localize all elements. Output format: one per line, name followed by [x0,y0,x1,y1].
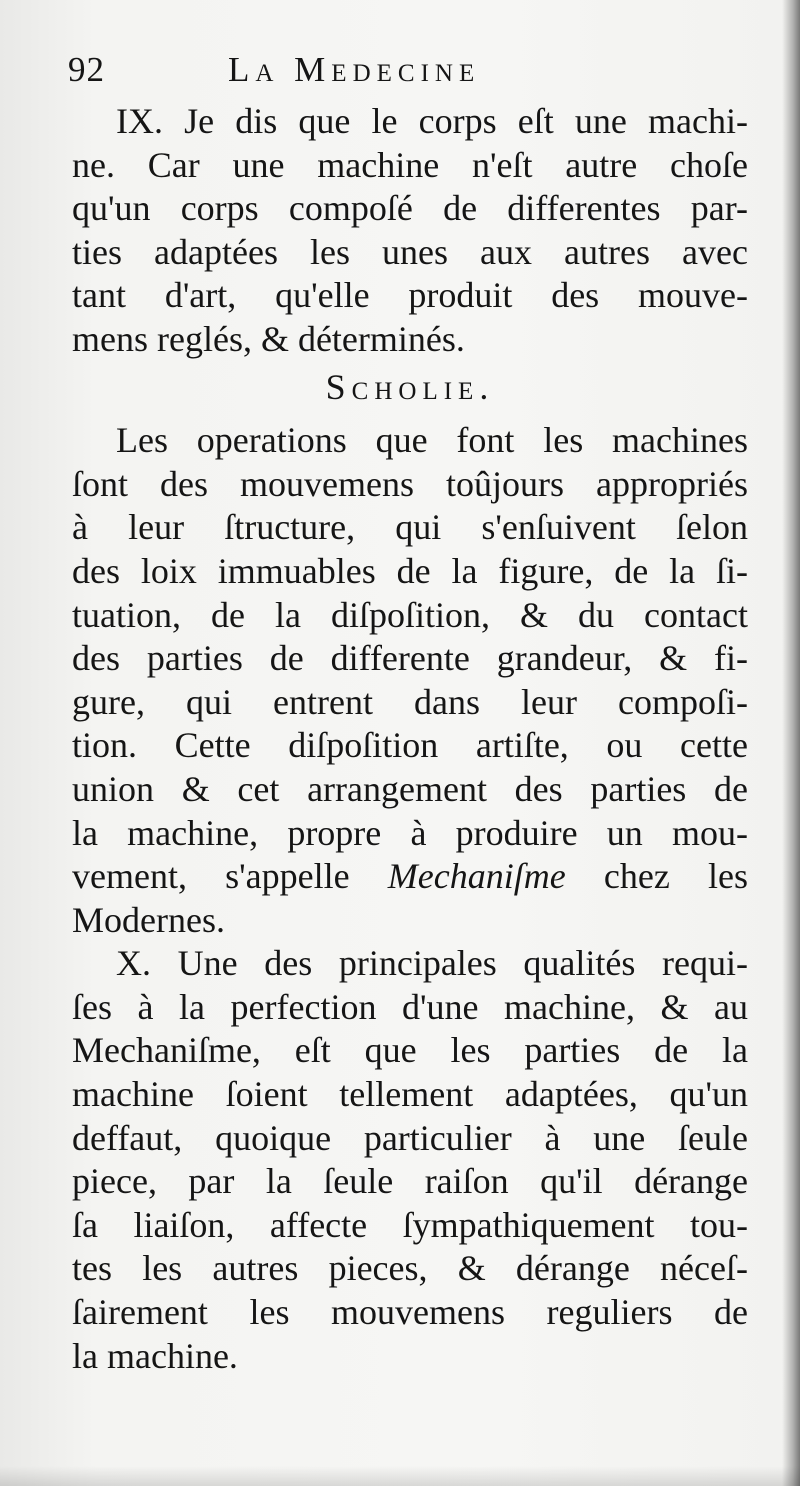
text-line: tes les autres pieces, & dérange néceſ- [72,1248,748,1289]
text-line: la machine. [72,1335,238,1376]
text-line: ſont des mouvemens toûjours appropriés [72,463,748,504]
text-fragment: chez les [565,856,748,897]
text-line: à leur ſtructure, qui s'enſuivent ſelon [72,507,748,548]
text-line: Les operations que font les machines [116,420,748,461]
text-line: union & cet arrangement des parties de [72,768,748,809]
running-title: La Medecine [228,50,481,89]
text-fragment: vement, s'appelle [72,856,388,897]
text-line: la machine, propre à produire un mou- [72,812,748,853]
italic-term: Mechaniſme [387,856,566,897]
text-line: X. Une des principales qualités requi- [116,943,748,984]
text-line: ties adaptées les unes aux autres avec [72,231,748,272]
page-number: 92 [68,50,105,89]
text-line: gure, qui entrent dans leur compoſi- [72,681,748,722]
text-line: Modernes. [72,899,225,940]
text-line: machine ſoient tellement adaptées, qu'un [72,1074,748,1115]
text-line: des loix immuables de la figure, de la ſi- [72,550,748,591]
text-line: ſa liaiſon, affecte ſympathiquement tou- [72,1204,748,1245]
text-line: ne. Car une machine n'eſt autre choſe [72,144,748,185]
body-text [72,100,748,1378]
text-line: ſes à la perfection d'une machine, & au [72,986,748,1027]
text-line: qu'un corps compoſé de differentes par- [72,188,748,229]
text-line: mens reglés, & déterminés. [72,318,465,359]
text-line: Mechaniſme, eſt que les parties de la [72,1030,748,1071]
text-line: tant d'art, qu'elle produit des mouve- [72,275,748,316]
page-header [68,50,748,100]
text-line: tion. Cette diſpoſition artiſte, ou cette [72,725,748,766]
section-heading: Scholie. [325,366,495,407]
page-bottom-shadow [0,1466,800,1486]
text-line: piece, par la ſeule raiſon qu'il dérange [72,1161,748,1202]
text-line-with-italic [72,855,748,899]
text-line: ſairement les mouvemens reguliers de [72,1292,748,1333]
text-line: des parties de differente grandeur, & fi- [72,638,748,679]
page-edge-shadow [782,0,800,1486]
text-line: tuation, de la diſpoſition, & du contact [72,594,748,635]
text-line: deffaut, quoique particulier à une ſeule [72,1117,748,1158]
text-line: IX. Je dis que le corps eſt une machi- [116,101,748,141]
